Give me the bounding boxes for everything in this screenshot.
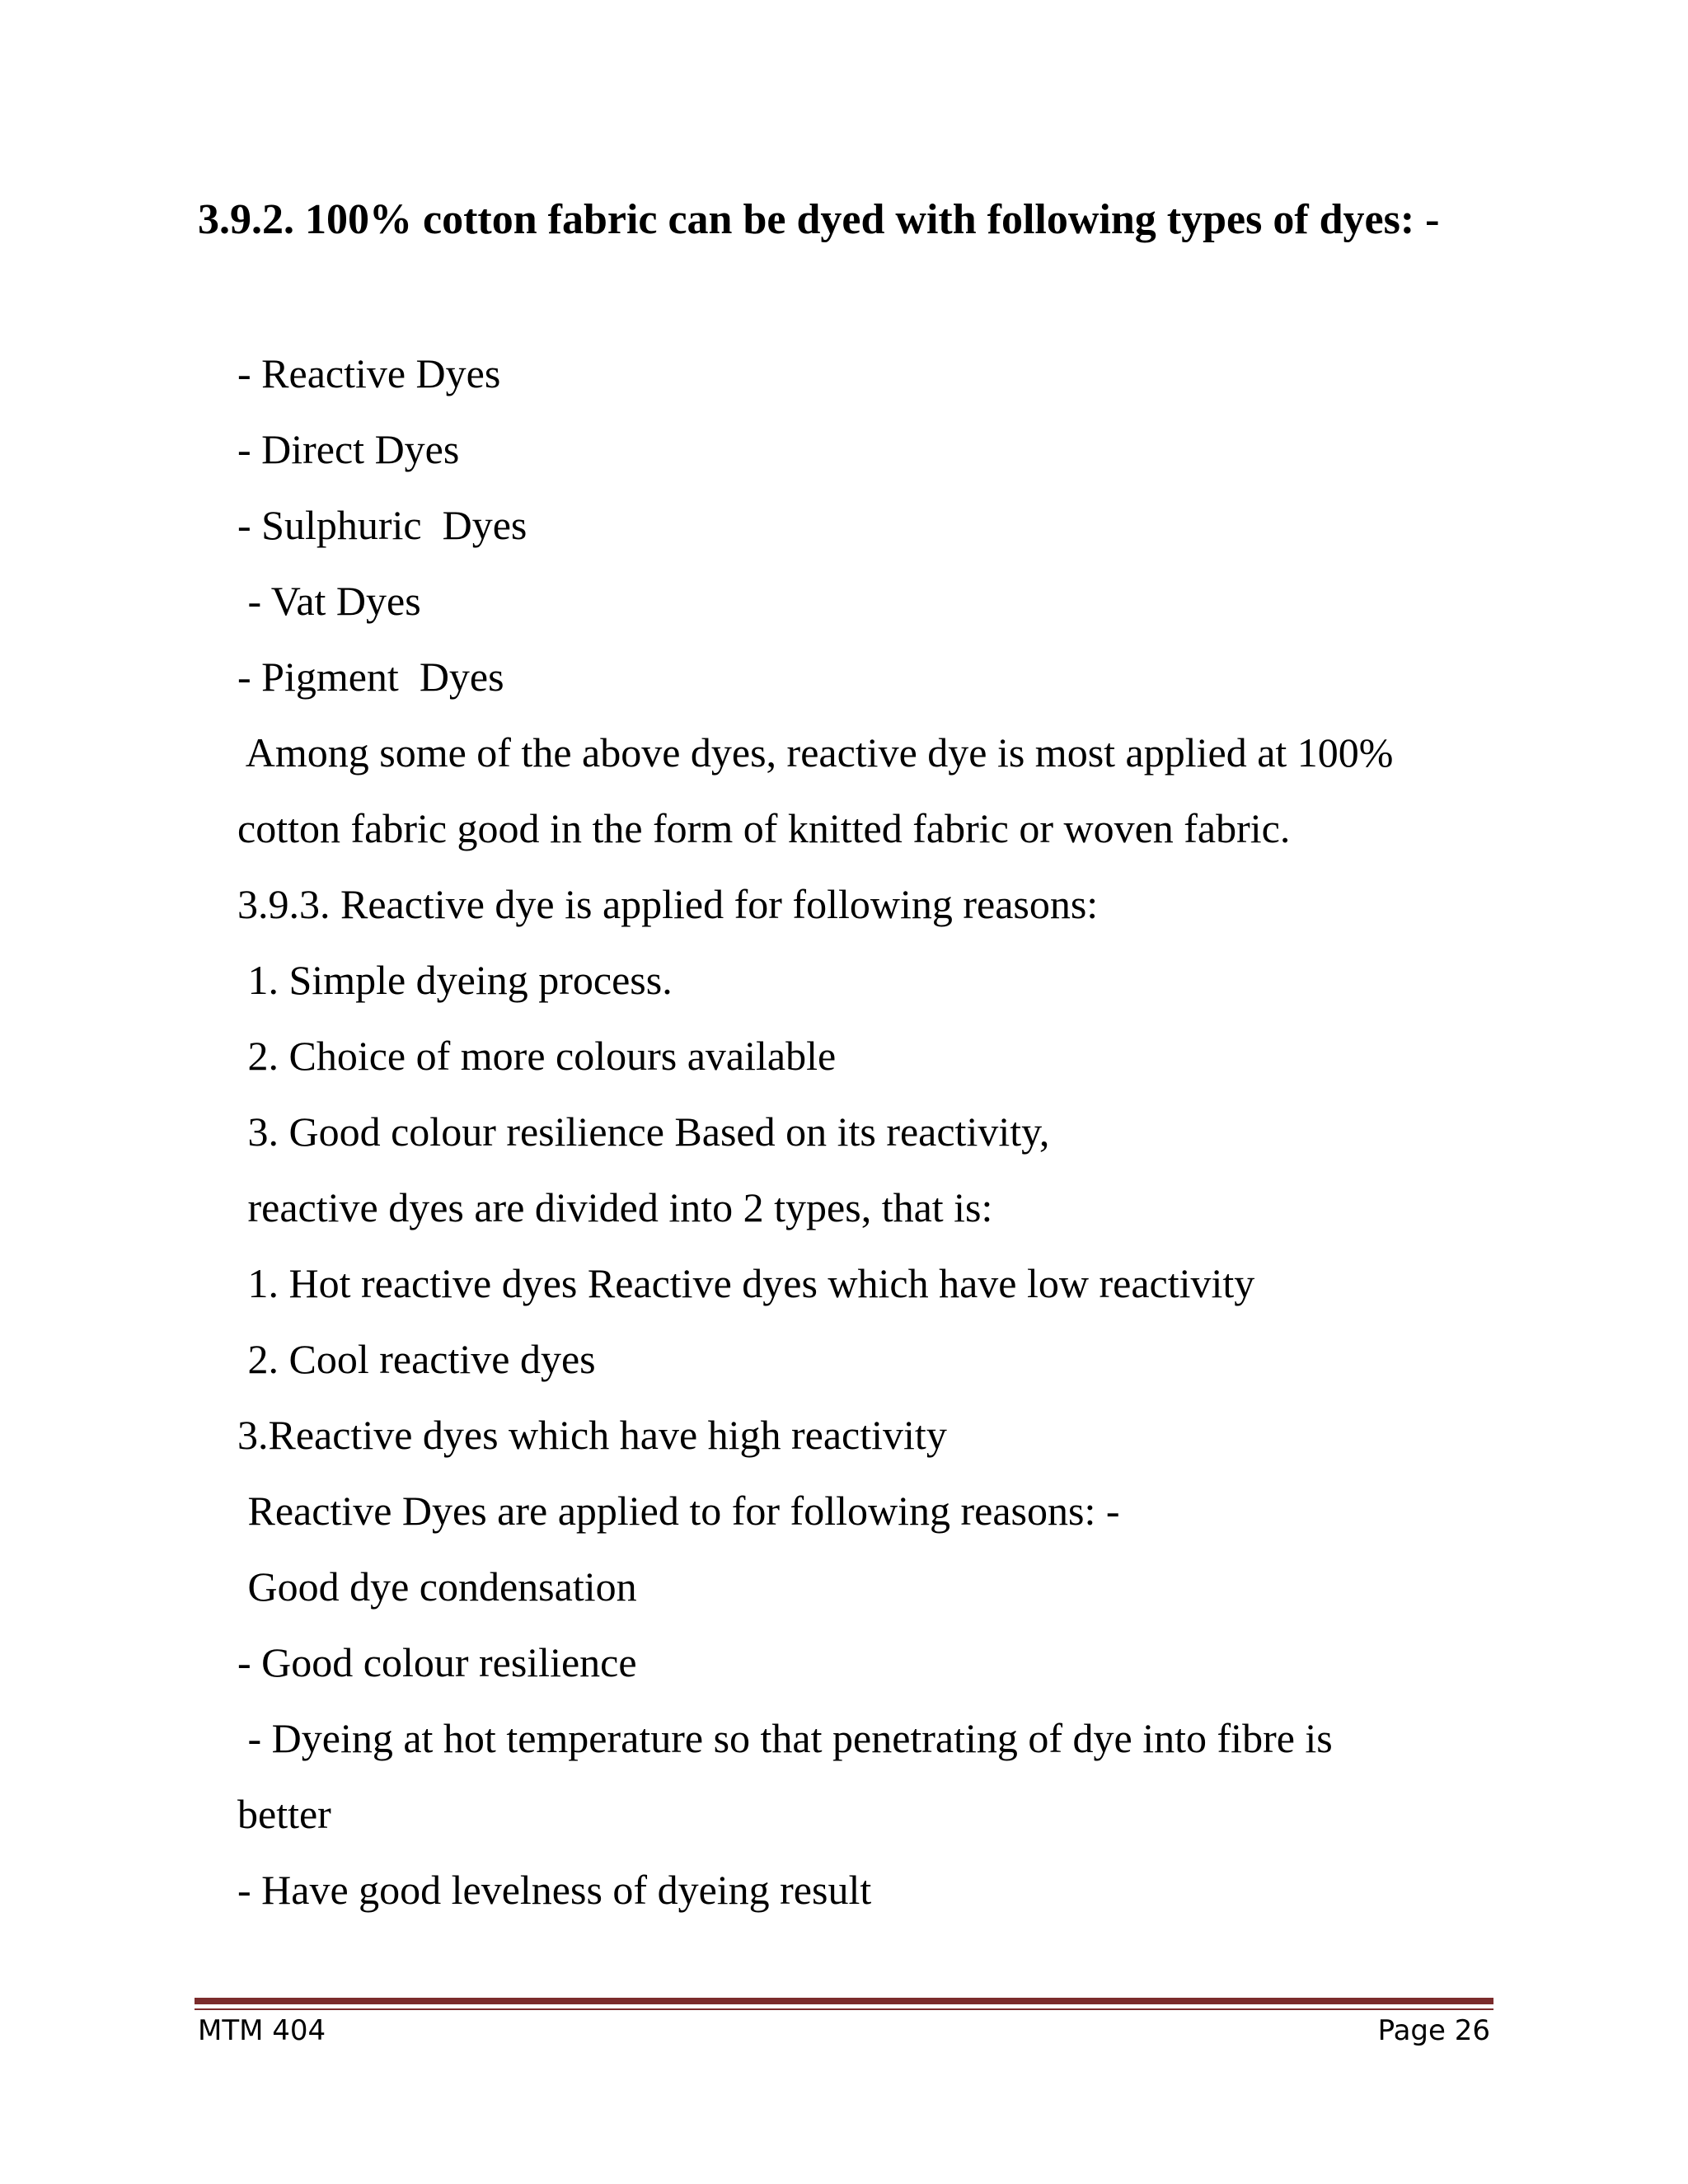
numbered-item: 1. Hot reactive dyes Reactive dyes which have low reactivity xyxy=(237,1260,1255,1306)
paragraph-line: better xyxy=(237,1791,331,1837)
subsection-heading: 3.9.3. Reactive dye is applied for following reasons: xyxy=(237,881,1099,927)
numbered-item: 2. Cool reactive dyes xyxy=(237,1336,596,1382)
numbered-item: 3. Good colour resilience Based on its reactivity, xyxy=(237,1108,1050,1155)
list-item-pigment-dyes: - Pigment Dyes xyxy=(237,654,504,700)
footer-divider-thick xyxy=(195,1998,1493,2004)
paragraph-line: Good dye condensation xyxy=(237,1563,637,1610)
list-item-reactive-dyes: - Reactive Dyes xyxy=(237,350,501,396)
list-item: - Dyeing at hot temperature so that penetrating of dye into fibre is xyxy=(237,1715,1333,1761)
numbered-item: 2. Choice of more colours available xyxy=(237,1033,837,1079)
footer-divider-thin xyxy=(195,2008,1493,2010)
footer-course-code: MTM 404 xyxy=(198,2014,326,2047)
paragraph-line: cotton fabric good in the form of knitted fabric or woven fabric. xyxy=(237,805,1291,851)
list-item: - Have good levelness of dyeing result xyxy=(237,1867,872,1913)
list-item-direct-dyes: - Direct Dyes xyxy=(237,426,460,472)
numbered-item: 3.Reactive dyes which have high reactivity xyxy=(237,1412,947,1458)
numbered-item: 1. Simple dyeing process. xyxy=(237,957,673,1003)
list-item: - Good colour resilience xyxy=(237,1639,637,1685)
footer-page-number: Page 26 xyxy=(1377,2014,1490,2047)
paragraph-line: Among some of the above dyes, reactive dye is most applied at 100% xyxy=(237,729,1394,776)
list-item-sulphuric-dyes: - Sulphuric Dyes xyxy=(237,502,528,548)
section-heading: 3.9.2. 100% cotton fabric can be dyed with following types of dyes: - xyxy=(198,196,1440,243)
paragraph-line: Reactive Dyes are applied to for following reasons: - xyxy=(237,1488,1120,1534)
list-item-vat-dyes: - Vat Dyes xyxy=(237,578,421,624)
paragraph-line: reactive dyes are divided into 2 types, that is: xyxy=(237,1184,993,1230)
